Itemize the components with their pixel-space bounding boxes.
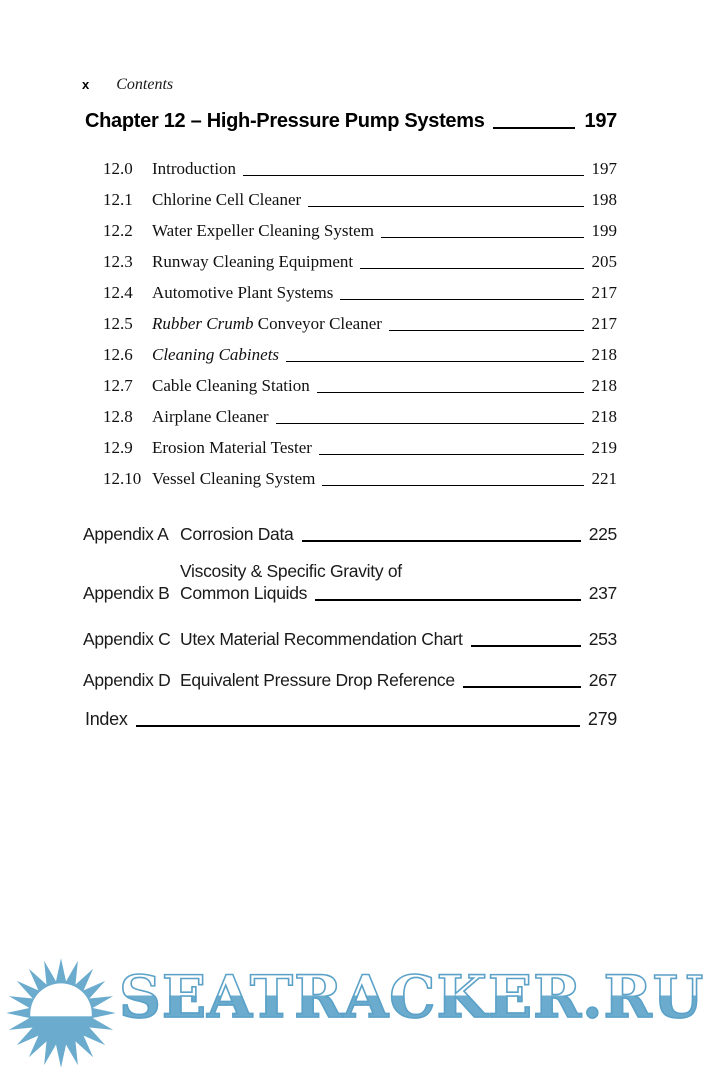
entry-page-number: 221 bbox=[591, 469, 617, 488]
toc-entry bbox=[85, 400, 617, 431]
toc-entry bbox=[85, 245, 617, 276]
leader-line bbox=[493, 127, 575, 129]
entry-page-number: 218 bbox=[591, 407, 617, 426]
entry-page-number: 198 bbox=[591, 190, 617, 209]
leader-line bbox=[322, 485, 583, 486]
entry-number: 12.2 bbox=[103, 221, 133, 240]
toc-entry bbox=[85, 369, 617, 400]
appendix-title-line2-row bbox=[180, 582, 617, 604]
entry-title: Automotive Plant Systems bbox=[152, 283, 334, 302]
leader-line bbox=[315, 599, 581, 601]
appendix-title: Corrosion Data bbox=[180, 524, 294, 544]
toc-entry bbox=[85, 276, 617, 307]
entry-page-number: 199 bbox=[591, 221, 617, 240]
appendix-page-number: 225 bbox=[588, 524, 617, 544]
entry-title-italic: Rubber Crumb bbox=[152, 314, 254, 333]
toc-entry bbox=[85, 462, 617, 493]
entry-number: 12.7 bbox=[103, 376, 133, 395]
entry-number: 12.3 bbox=[103, 252, 133, 271]
appendix-page-number: 253 bbox=[588, 629, 617, 649]
entry-title: Water Expeller Cleaning System bbox=[152, 221, 374, 240]
entry-title: Introduction bbox=[152, 159, 237, 178]
entry-page-number: 217 bbox=[591, 283, 617, 302]
entry-page-number: 197 bbox=[591, 159, 617, 178]
leader-line bbox=[136, 725, 580, 727]
leader-line bbox=[319, 454, 584, 455]
toc-entry bbox=[85, 307, 617, 338]
leader-line bbox=[381, 237, 584, 238]
appendix-title-line1: Viscosity & Specific Gravity of bbox=[180, 561, 402, 581]
chapter-page-number: 197 bbox=[584, 110, 617, 132]
appendix-row bbox=[83, 624, 617, 650]
toc-entry bbox=[85, 431, 617, 462]
toc-entry bbox=[85, 183, 617, 214]
toc-entry bbox=[85, 152, 617, 183]
appendix-list bbox=[83, 519, 617, 706]
toc-entry bbox=[85, 338, 617, 369]
watermark-text: SEATRACKER.RU bbox=[119, 963, 705, 1031]
appendix-title: Utex Material Recommendation Chart bbox=[180, 629, 463, 649]
sun-icon bbox=[4, 956, 118, 1070]
entry-number: 12.0 bbox=[103, 159, 133, 178]
seatracker-watermark bbox=[0, 948, 719, 1079]
appendix-label: Appendix C bbox=[83, 629, 171, 649]
entry-title: Vessel Cleaning System bbox=[152, 469, 316, 488]
leader-line bbox=[471, 645, 581, 647]
entry-number: 12.1 bbox=[103, 190, 133, 209]
appendix-row bbox=[83, 519, 617, 545]
entry-page-number: 217 bbox=[591, 314, 617, 333]
appendix-row bbox=[83, 560, 617, 604]
entry-title-italic: Cleaning Cabinets bbox=[152, 345, 280, 364]
entry-page-number: 218 bbox=[591, 376, 617, 395]
running-title: Contents bbox=[116, 76, 174, 93]
leader-line bbox=[317, 392, 584, 393]
entry-title: Airplane Cleaner bbox=[152, 407, 269, 426]
leader-line bbox=[340, 299, 583, 300]
entry-page-number: 218 bbox=[591, 345, 617, 364]
leader-line bbox=[286, 361, 583, 362]
running-header bbox=[82, 76, 173, 94]
entry-title: Runway Cleaning Equipment bbox=[152, 252, 354, 271]
appendix-title-block bbox=[180, 560, 617, 604]
appendix-page-number: 267 bbox=[588, 670, 617, 690]
leader-line bbox=[243, 175, 583, 176]
appendix-title-line2: Common Liquids bbox=[180, 583, 308, 603]
entry-title bbox=[152, 346, 279, 364]
entry-number: 12.4 bbox=[103, 283, 133, 302]
leader-line bbox=[360, 268, 583, 269]
entry-number: 12.8 bbox=[103, 407, 133, 426]
appendix-page-number: 237 bbox=[588, 583, 617, 603]
index-label: Index bbox=[85, 709, 128, 729]
leader-line bbox=[389, 330, 584, 331]
entry-title-roman: Conveyor Cleaner bbox=[253, 314, 382, 333]
entry-title: Erosion Material Tester bbox=[152, 438, 312, 457]
leader-line bbox=[276, 423, 584, 424]
page-folio: x bbox=[82, 77, 90, 92]
appendix-label: Appendix B bbox=[83, 583, 170, 603]
leader-line bbox=[302, 540, 581, 542]
index-row bbox=[85, 708, 617, 730]
chapter-heading-row bbox=[85, 109, 617, 133]
leader-line bbox=[308, 206, 583, 207]
appendix-row bbox=[83, 665, 617, 691]
entry-title bbox=[152, 315, 382, 333]
toc-entry-list bbox=[85, 152, 617, 493]
entry-number: 12.6 bbox=[103, 345, 133, 364]
chapter-title: Chapter 12 – High-Pressure Pump Systems bbox=[85, 110, 485, 132]
entry-title: Cable Cleaning Station bbox=[152, 376, 310, 395]
entry-number: 12.10 bbox=[103, 469, 142, 488]
appendix-label: Appendix A bbox=[83, 524, 169, 544]
appendix-title: Equivalent Pressure Drop Reference bbox=[180, 670, 455, 690]
index-page-number: 279 bbox=[587, 709, 617, 729]
entry-number: 12.9 bbox=[103, 438, 133, 457]
leader-line bbox=[463, 686, 581, 688]
toc-entry bbox=[85, 214, 617, 245]
entry-page-number: 205 bbox=[591, 252, 617, 271]
appendix-label: Appendix D bbox=[83, 670, 171, 690]
entry-title: Chlorine Cell Cleaner bbox=[152, 190, 302, 209]
entry-number: 12.5 bbox=[103, 314, 133, 333]
entry-page-number: 219 bbox=[591, 438, 617, 457]
